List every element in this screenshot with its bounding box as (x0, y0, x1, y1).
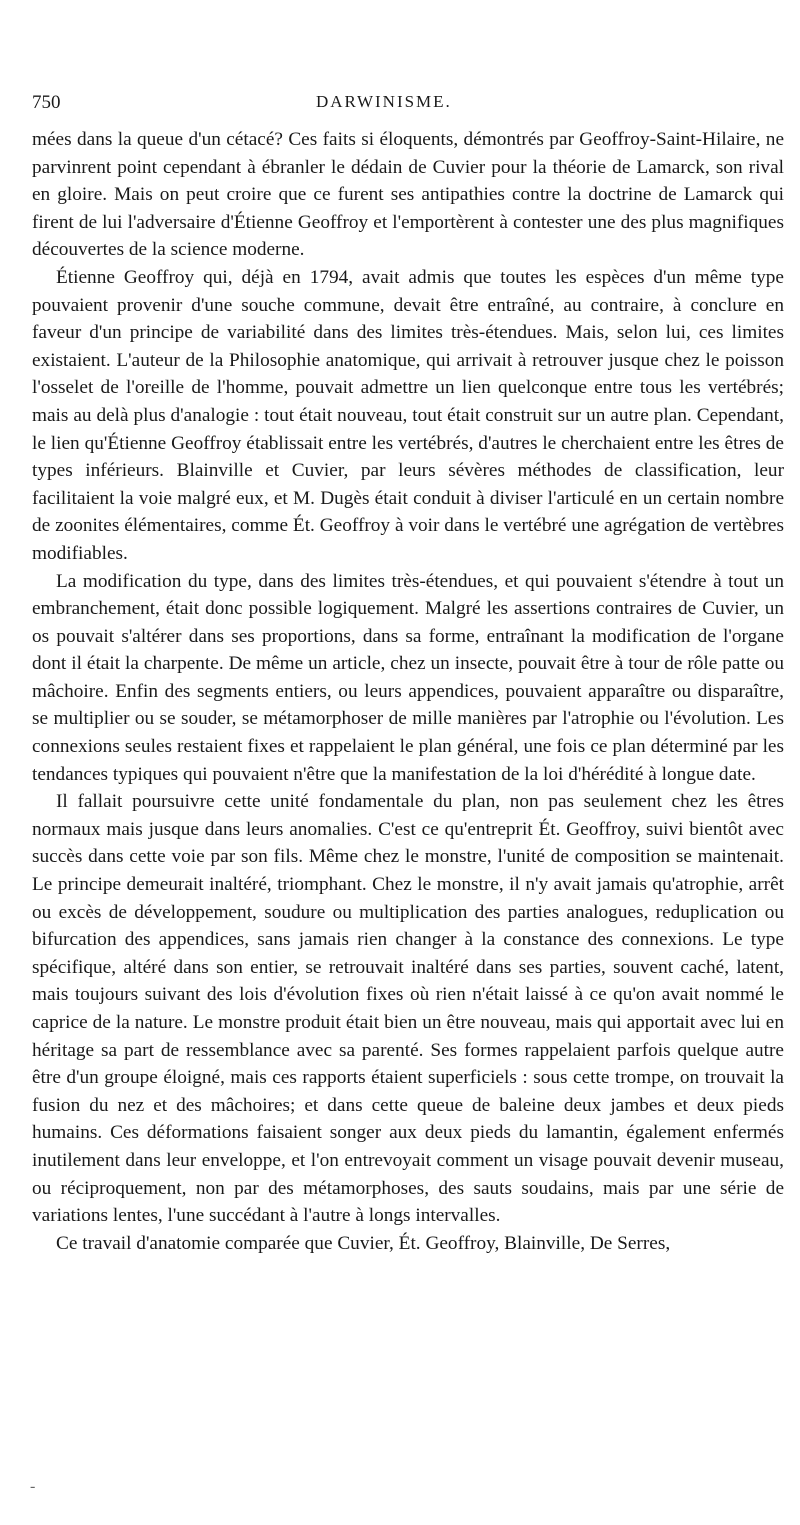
page-number: 750 (32, 92, 61, 113)
body-text (32, 126, 784, 1257)
page-header (32, 92, 784, 126)
paragraph-continuation: mées dans la queue d'un cétacé? Ces faits si éloquents, démontrés par Geoffroy-Saint-Hilaire, ne parvinrent point cependant à ébranler le dédain de Cuvier pour la théorie de Lamarck, son rival en gloire. Mais on peut croire que ce furent ses antipathies contre la doctrine de Lamarck qui firent de lui l'adversaire d'Étienne Geoffroy et l'emportèrent à contester une des plus magnifiques découvertes de la science moderne. (32, 129, 784, 261)
footer-mark: - (30, 1478, 36, 1495)
paragraph-etienne-geoffroy: Étienne Geoffroy qui, déjà en 1794, avait admis que toutes les espèces d'un même type pouvaient provenir d'une souche commune, devait être entraîné, au contraire, à conclure en faveur d'un principe de variabilité dans des limites très-étendues. Mais, selon lui, ces limites existaient. L'auteur de la Philosophie anatomique, qui arrivait à retrouver jusque chez le poisson l'osselet de l'oreille de l'homme, pouvait admettre un lien quelconque entre tous les vertébrés; mais au delà plus d'analogie : tout était nouveau, tout était construit sur un autre plan. Cependant, le lien qu'Étienne Geoffroy établissait entre les vertébrés, d'autres le cherchaient entre les êtres de types inférieurs. Blainville et Cuvier, par leurs sévères méthodes de classification, leur facilitaient la voie malgré eux, et M. Dugès était conduit à diviser l'articulé en un certain nombre de zoonites élémentaires, comme Ét. Geoffroy à voir dans le vertébré une agrégation de vertèbres modifiables. (32, 266, 784, 564)
running-title: DARWINISME. (316, 92, 452, 111)
book-page (32, 92, 784, 1257)
paragraph-type-modification: La modification du type, dans des limites très-étendues, et qui pouvaient s'étendre à tout un embranchement, était donc possible logiquement. Malgré les assertions contraires de Cuvier, un os pouvait s'altérer dans ses proportions, dans sa forme, entraînant la modification de l'organe dont il était la charpente. De même un article, chez un insecte, pouvait être à tour de rôle patte ou mâchoire. Enfin des segments entiers, ou leurs appendices, pouvaient apparaître ou disparaître, se multiplier ou se souder, se métamorphoser de mille manières par l'atrophie ou l'évolution. Les connexions seules restaient fixes et rappelaient le plan général, une fois ce plan déterminé par les tendances typiques qui pouvaient n'être que la manifestation de la loi d'hérédité à longue date. (32, 570, 784, 785)
paragraph-comparative-anatomy: Ce travail d'anatomie comparée que Cuvier, Ét. Geoffroy, Blainville, De Serres, (56, 1232, 671, 1254)
paragraph-unity-of-plan: Il fallait poursuivre cette unité fondamentale du plan, non pas seulement chez les êtres normaux mais jusque dans leurs anomalies. C'est ce qu'entreprit Ét. Geoffroy, suivi bientôt avec succès dans cette voie par son fils. Même chez le monstre, l'unité de composition se maintenait. Le principe demeurait inaltéré, triomphant. Chez le monstre, il n'y avait jamais qu'atrophie, arrêt ou excès de développement, soudure ou multiplication des parties analogues, reduplication ou bifurcation des appendices, sans jamais rien changer à la constance des connexions. Le type spécifique, altéré dans son entier, se retrouvait inaltéré dans ses parties, souvent caché, latent, mais toujours suivant des lois d'évolution fixes où rien n'était laissé à ce qu'on avait nommé le caprice de la nature. Le monstre produit était bien un être nouveau, mais qui apportait avec lui en héritage sa part de ressemblance avec sa parenté. Ses formes rappelaient parfois quelque autre être d'un groupe éloigné, mais ces rapports étaient superficiels : sous cette trompe, on trouvait la fusion du nez et des mâchoires; et dans cette queue de baleine deux jambes et deux pieds humains. Ces déformations faisaient songer aux deux pieds du lamantin, également enfermés inutilement dans leur enveloppe, et l'on entrevoyait comment un visage pouvait devenir museau, ou réciproquement, non par des métamorphoses, des sauts soudains, mais par une série de variations lentes, l'une succédant à l'autre à longs intervalles. (32, 791, 784, 1227)
